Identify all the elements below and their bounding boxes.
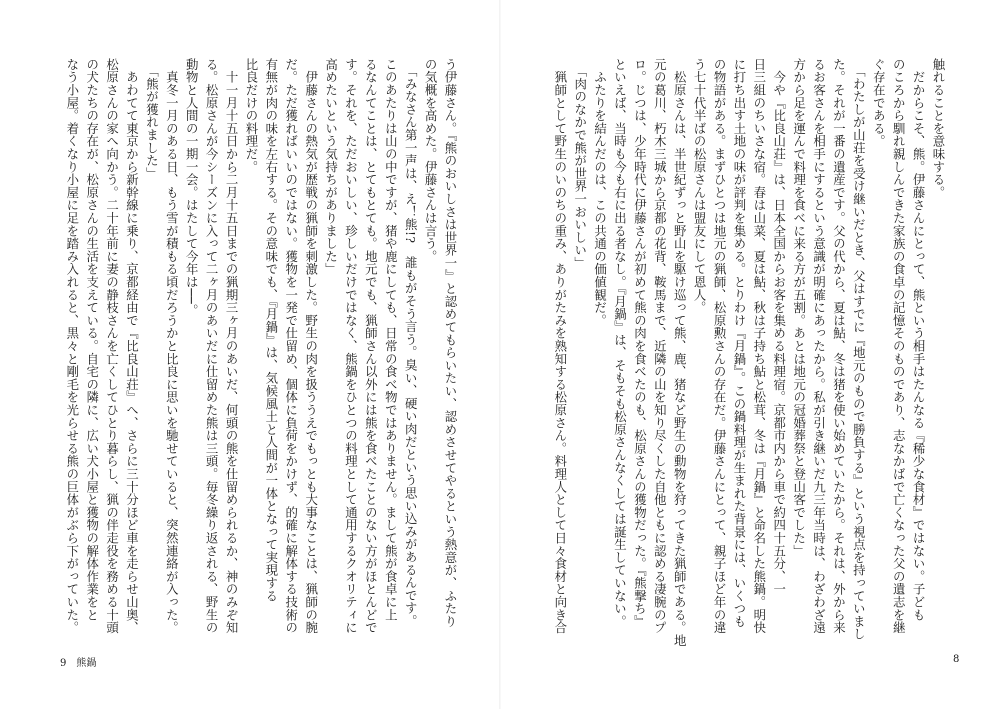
text-line: 「熊が獲れました」	[144, 58, 160, 180]
text-line: う七十代半ばの松原さんは盟友にして恩人。	[692, 58, 708, 314]
text-line: のころから馴れ親しんできた家族の食卓の記憶そのものであり、志なかばで亡くなった父の遺志を継	[891, 58, 907, 634]
left-page-text	[56, 58, 460, 634]
text-line: 「みなさん第一声は、え！熊!? 誰もがそう言う。臭い、硬い肉だという思い込みがあるんです。	[403, 58, 419, 628]
text-line: 触れることを意味する。	[931, 58, 946, 199]
text-line: 松原さんは、半世紀ずっと野山を駆け巡って熊、鹿、猪など野生の動物を狩ってきた猟師である。地	[672, 58, 688, 647]
text-line: といえば、当時も今も右に出る者なし。『月鍋』は、そもそも松原さんなくしては誕生していない。	[612, 58, 628, 628]
text-line: 真冬一月のある日、もう雪が積もる頃だろうかと比良に思いを馳せていると、突然連絡が入った。	[164, 58, 180, 634]
left-folio	[60, 654, 96, 669]
text-line: 動物と人間の一期一会。はたして今年は──。	[184, 58, 200, 317]
right-page-text	[552, 58, 948, 647]
text-line: 今や『比良山荘』は、日本全国からお客を集める料理宿。京都市内から車で約四十五分、一	[771, 58, 787, 596]
text-line: 日三組のちいさな宿。春は山菜、夏は鮎、秋は子持ち鮎と松茸、冬は『月鍋』と命名した熊鍋。明快	[751, 58, 767, 634]
text-line: に打ち出す土地の味が評判を集める。とりわけ『月鍋』。この鍋料理が生まれた背景には、いくつも	[731, 58, 747, 628]
text-line: 方から足を運んで料理を食べに来る方が五割。あとは地元の冠婚葬祭と登山客でした」	[791, 58, 807, 558]
text-line: 「わたしが山荘を受け継いだとき、父はすでに『地元のもので勝負する』という視点を持っていまし	[851, 58, 867, 641]
right-page	[500, 0, 1000, 709]
text-line: あわてて東京から新幹線に乗り、京都経由で『比良山荘』へ、さらに三十分ほど車を走らせ山奥、	[124, 58, 140, 634]
text-line: だ。ただ獲ればいいのではない。獲物を一発で仕留め、個体に負荷をかけず、的確に解体する技術の	[283, 58, 299, 634]
text-line: す。それを、ただおいしい、珍しいだけではなく、熊鍋をひとつの料理として通用するクオリティに	[343, 58, 359, 634]
text-line: の犬たちの存在が、松原さんの生活を支えている。自宅の隣に、広い犬小屋と獲物の解体作業をと	[84, 58, 100, 622]
text-line: 松原さんの家へ向かう。二十年前に妻の静枝さんを亡くしてひとり暮らし、猟の伴走役を務める十頭	[104, 58, 120, 634]
text-line: るなんてことは、とてもとても。地元でも、猟師さん以外には熊を食べたことのない方がほとんどで	[363, 58, 379, 634]
page-number: 9	[60, 658, 67, 669]
text-line: 十一月十五日から二月十五日までの猟期三ヶ月のあいだ、何頭の熊を仕留められるか、神のみぞ知	[224, 58, 240, 634]
text-line: なう小屋。着くなり小屋に足を踏み入れると、黒々と剛毛を光らせる熊の巨体がぶら下がっていた。	[64, 58, 80, 634]
text-line: 猟師として野生のいのちの重み、ありがたみを熟知する松原さん。料理人として日々食材と向き合	[552, 58, 568, 634]
text-line: 比良だけの料理だ。	[243, 58, 259, 174]
text-line: る。松原さんが今シーズンに入って二ヶ月のあいだに仕留めた熊は三頭。毎冬繰り返される、野生の	[204, 58, 220, 634]
text-line: 伊藤さんの熱気が歴戦の猟師を刺激した。野生の肉を扱ううえでもっとも大事なことは、猟師の腕	[303, 58, 319, 634]
text-line: の物語がある。まずひとつは地元の猟師、松原勲さんの存在だ。伊藤さんにとって、親子ほど年の違	[712, 58, 728, 634]
text-line: 元の葛川、朽木三城から京都の花背、鞍馬まで、近隣の山を知り尽くした自他ともに認める凄腕のプ	[652, 58, 668, 634]
page-number: 8	[953, 654, 960, 665]
text-line: ふたりを結んだのは、この共通の価値観だ。	[592, 58, 608, 327]
text-line: ぐ存在である。	[871, 58, 887, 148]
text-line: このあたりは山の中ですが、猪や鹿にしても、日常の食べ物ではありません。まして熊が食卓に上	[383, 58, 399, 622]
text-line: ロ。じつは、少年時代に伊藤さんが初めて熊の肉を食べたのも、松原さんの獲物だった。『熊撃ち』	[632, 58, 648, 628]
text-line: の気概を高めた。伊藤さんは言う。	[423, 58, 439, 263]
text-line: 有無が肉の味を左右する。その意味でも、『月鍋』は、気候風土と人間が一体となって実現する	[263, 58, 279, 603]
running-head: 熊鍋	[76, 658, 97, 669]
text-line: た。それが一番の遺産です。父の代から、夏は鮎、冬は猪を使い始めていたから。それは、外から来	[831, 58, 847, 634]
text-line: 高めたいという気持ちがありました」	[323, 58, 339, 276]
text-line: るお客さんを相手にするという意識が明確にあったから。私が引き継いだ九三年当時は、わざわざ遠	[811, 58, 827, 634]
right-folio	[953, 654, 959, 665]
text-line: う伊藤さん。『熊のおいしさは世界一』と認めてもらいたい、認めさせてやるという熱意が、ふたり	[443, 58, 458, 628]
text-line: 「肉のなかで熊が世界一おいしい」	[572, 58, 588, 270]
text-line: だからこそ、熊。伊藤さんにとって、熊という相手はたんなる『稀少な食材』ではない。子ども	[911, 58, 927, 622]
